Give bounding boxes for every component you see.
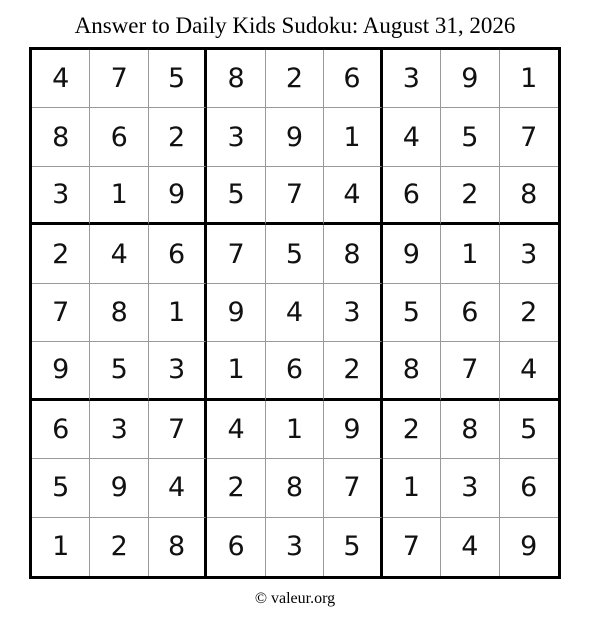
sudoku-cell-r7-c3: 7 — [149, 401, 207, 459]
sudoku-cell-r4-c6: 8 — [324, 225, 382, 283]
sudoku-cell-r6-c7: 8 — [383, 342, 441, 400]
sudoku-cell-r4-c3: 6 — [149, 225, 207, 283]
sudoku-cell-r3-c9: 8 — [500, 167, 558, 225]
sudoku-cell-r9-c6: 5 — [324, 518, 382, 576]
sudoku-cell-r6-c9: 4 — [500, 342, 558, 400]
sudoku-cell-r3-c6: 4 — [324, 167, 382, 225]
sudoku-cell-r9-c2: 2 — [90, 518, 148, 576]
sudoku-cell-r1-c2: 7 — [90, 50, 148, 108]
sudoku-cell-r4-c4: 7 — [207, 225, 265, 283]
sudoku-cell-r1-c8: 9 — [441, 50, 499, 108]
sudoku-cell-r3-c1: 3 — [32, 167, 90, 225]
sudoku-cell-r5-c7: 5 — [383, 284, 441, 342]
sudoku-cell-r7-c6: 9 — [324, 401, 382, 459]
sudoku-cell-r2-c9: 7 — [500, 108, 558, 166]
sudoku-cell-r9-c4: 6 — [207, 518, 265, 576]
sudoku-cell-r5-c6: 3 — [324, 284, 382, 342]
sudoku-cell-r5-c5: 4 — [266, 284, 324, 342]
sudoku-cell-r9-c5: 3 — [266, 518, 324, 576]
sudoku-cell-r5-c8: 6 — [441, 284, 499, 342]
sudoku-cell-r9-c9: 9 — [520, 531, 538, 563]
sudoku-cell-r3-c5: 7 — [266, 167, 324, 225]
sudoku-cell-r4-c7: 9 — [383, 225, 441, 283]
sudoku-cell-r8-c9: 6 — [500, 459, 558, 517]
sudoku-cell-r1-c1: 4 — [32, 50, 90, 108]
sudoku-cell-r9-c7: 7 — [383, 518, 441, 576]
sudoku-cell-r4-c1: 2 — [32, 225, 90, 283]
sudoku-cell-r1-c5: 2 — [266, 50, 324, 108]
sudoku-cell-r4-c8: 1 — [441, 225, 499, 283]
sudoku-cell-r6-c4: 1 — [207, 342, 265, 400]
sudoku-cell-r2-c7: 4 — [383, 108, 441, 166]
sudoku-cell-r4-c9: 3 — [500, 225, 558, 283]
sudoku-cell-r7-c8: 8 — [441, 401, 499, 459]
sudoku-cell-r3-c7: 6 — [383, 167, 441, 225]
sudoku-cell-r3-c8: 2 — [441, 167, 499, 225]
sudoku-cell-r1-c9: 1 — [500, 50, 558, 108]
sudoku-grid — [29, 47, 561, 579]
sudoku-cell-r7-c5: 1 — [266, 401, 324, 459]
sudoku-cell-r8-c5: 8 — [266, 459, 324, 517]
sudoku-cell-r6-c6: 2 — [324, 342, 382, 400]
sudoku-cell-r7-c2: 3 — [90, 401, 148, 459]
sudoku-cell-r3-c2: 1 — [90, 167, 148, 225]
copyright-footer: © valeur.org — [254, 590, 336, 607]
sudoku-cell-r6-c1: 9 — [32, 342, 90, 400]
sudoku-cell-r8-c2: 9 — [90, 459, 148, 517]
sudoku-cell-r6-c3: 3 — [149, 342, 207, 400]
sudoku-cell-r6-c5: 6 — [266, 342, 324, 400]
sudoku-cell-r7-c9: 5 — [500, 401, 558, 459]
sudoku-cell-r7-c7: 2 — [383, 401, 441, 459]
sudoku-cell-r2-c1: 8 — [32, 108, 90, 166]
sudoku-cell-r8-c4: 2 — [207, 459, 265, 517]
sudoku-cell-r2-c2: 6 — [90, 108, 148, 166]
page-title: Answer to Daily Kids Sudoku: August 31, 2026 — [74, 13, 516, 38]
sudoku-cell-r1-c7: 3 — [383, 50, 441, 108]
sudoku-cell-r1-c4: 8 — [207, 50, 265, 108]
sudoku-cell-r6-c2: 5 — [90, 342, 148, 400]
sudoku-cell-r8-c8: 3 — [441, 459, 499, 517]
sudoku-cell-r4-c2: 4 — [90, 225, 148, 283]
sudoku-cell-r2-c3: 2 — [149, 108, 207, 166]
sudoku-cell-r2-c5: 9 — [266, 108, 324, 166]
sudoku-cell-r4-c5: 5 — [266, 225, 324, 283]
sudoku-cell-r5-c1: 7 — [32, 284, 90, 342]
sudoku-cell-r5-c3: 1 — [149, 284, 207, 342]
sudoku-cell-r5-c9: 2 — [500, 284, 558, 342]
sudoku-cell-r9-c8: 4 — [441, 518, 499, 576]
sudoku-cell-r7-c4: 4 — [207, 401, 265, 459]
sudoku-cell-r2-c8: 5 — [441, 108, 499, 166]
sudoku-cell-r8-c7: 1 — [383, 459, 441, 517]
sudoku-cell-r9-c1: 1 — [32, 518, 90, 576]
sudoku-cell-r5-c4: 9 — [207, 284, 265, 342]
sudoku-cell-r9-c3: 8 — [149, 518, 207, 576]
sudoku-cell-r3-c4: 5 — [207, 167, 265, 225]
sudoku-cell-r2-c6: 1 — [324, 108, 382, 166]
sudoku-cell-r7-c1: 6 — [32, 401, 90, 459]
sudoku-cell-r6-c8: 7 — [441, 342, 499, 400]
sudoku-cell-r8-c3: 4 — [149, 459, 207, 517]
sudoku-cell-r1-c3: 5 — [149, 50, 207, 108]
sudoku-cell-r8-c6: 7 — [324, 459, 382, 517]
sudoku-cell-r8-c1: 5 — [32, 459, 90, 517]
sudoku-cell-r2-c4: 3 — [207, 108, 265, 166]
sudoku-cell-r3-c3: 9 — [149, 167, 207, 225]
sudoku-cell-r5-c2: 8 — [90, 284, 148, 342]
sudoku-cell-r1-c6: 6 — [324, 50, 382, 108]
